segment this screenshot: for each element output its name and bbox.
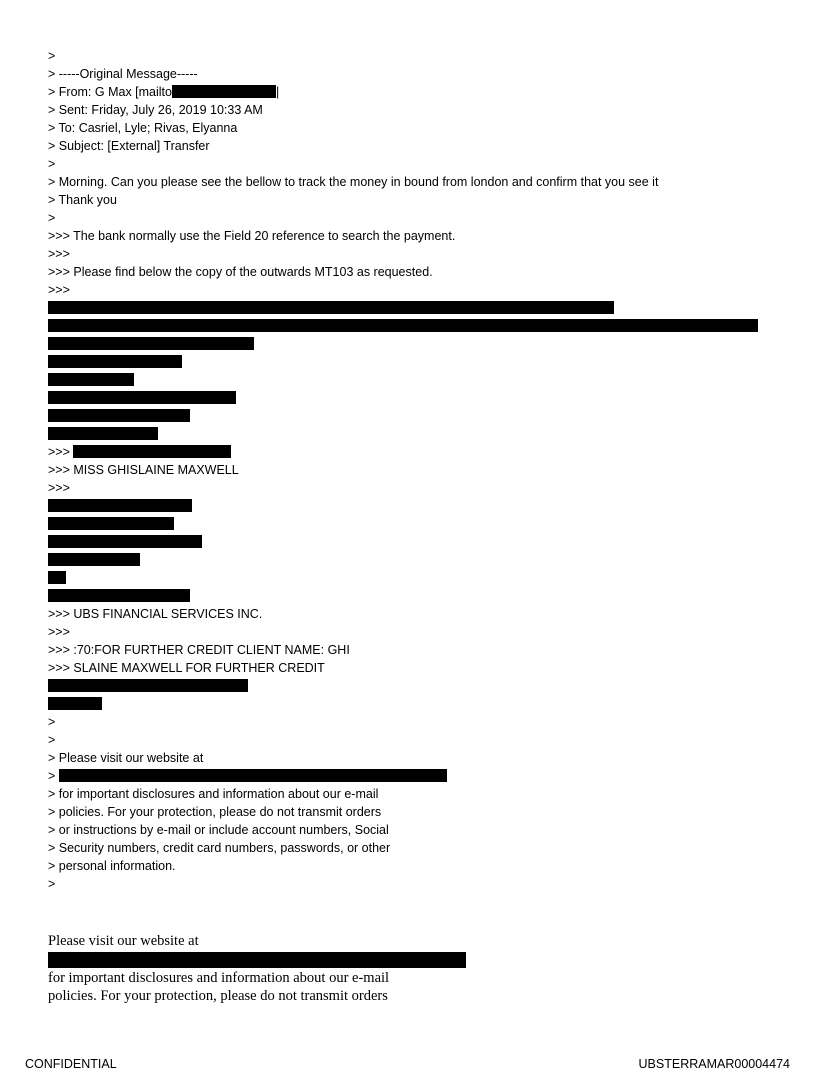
redacted-line xyxy=(48,497,788,515)
redacted-line xyxy=(48,515,788,533)
quote-line: > xyxy=(48,157,56,171)
quote-line: > xyxy=(48,49,56,63)
disclaimer-line: > Please visit our website at xyxy=(48,751,204,765)
redaction-box xyxy=(48,373,134,386)
redaction-box xyxy=(172,85,276,98)
from-label: > From: G Max [mailto xyxy=(48,85,172,99)
redacted-line xyxy=(48,425,788,443)
sent-line: > Sent: Friday, July 26, 2019 10:33 AM xyxy=(48,103,263,117)
quote-line: >>> xyxy=(48,283,70,297)
disclaimer-line: > policies. For your protection, please do not transmit orders xyxy=(48,805,382,819)
disclaimer-line: > Security numbers, credit card numbers, passwords, or other xyxy=(48,841,391,855)
redaction-box xyxy=(48,553,140,566)
redaction-box xyxy=(48,337,254,350)
redaction-box xyxy=(48,499,192,512)
quote-line: >>> xyxy=(48,481,70,495)
redacted-line xyxy=(48,299,788,317)
redacted-line xyxy=(48,533,788,551)
quote-line: >>> xyxy=(48,247,70,261)
redaction-box xyxy=(48,409,190,422)
redaction-box xyxy=(59,769,447,782)
redacted-line xyxy=(48,677,788,695)
footer-notice-line: for important disclosures and information about our e-mail xyxy=(48,970,390,986)
field-70-line: >>> SLAINE MAXWELL FOR FURTHER CREDIT xyxy=(48,661,325,675)
redaction-box xyxy=(48,319,758,332)
redaction-box xyxy=(48,952,466,968)
redaction-box xyxy=(73,445,231,458)
body-line: >>> The bank normally use the Field 20 reference to search the payment. xyxy=(48,229,456,243)
redacted-line xyxy=(48,569,788,587)
to-line: > To: Casriel, Lyle; Rivas, Elyanna xyxy=(48,121,238,135)
quote-marker: > xyxy=(48,769,56,783)
disclaimer-line: > or instructions by e-mail or include account numbers, Social xyxy=(48,823,389,837)
redacted-line xyxy=(48,353,788,371)
quote-marker: >>> xyxy=(48,445,70,459)
redaction-box xyxy=(48,517,174,530)
redaction-box xyxy=(48,589,190,602)
body-line: > Morning. Can you please see the bellow to track the money in bound from london and confirm that you see it xyxy=(48,175,659,189)
bates-number: UBSTERRAMAR00004474 xyxy=(638,1057,790,1071)
redaction-box xyxy=(48,391,236,404)
disclaimer-line: > for important disclosures and information about our e-mail xyxy=(48,787,379,801)
quote-line: > xyxy=(48,211,56,225)
field-70-line: >>> :70:FOR FURTHER CREDIT CLIENT NAME: GHI xyxy=(48,643,350,657)
website-line xyxy=(48,767,788,785)
footer-notice-line: policies. For your protection, please do not transmit orders xyxy=(48,988,388,1004)
original-message-header: > -----Original Message----- xyxy=(48,67,198,81)
subject-line: > Subject: [External] Transfer xyxy=(48,139,210,153)
redacted-line xyxy=(48,371,788,389)
redaction-box xyxy=(48,355,182,368)
redaction-box xyxy=(48,679,248,692)
quote-line: >>> xyxy=(48,625,70,639)
redacted-line xyxy=(48,335,788,353)
redacted-line xyxy=(48,389,788,407)
beneficiary-name: >>> MISS GHISLAINE MAXWELL xyxy=(48,463,239,477)
quote-line: > xyxy=(48,877,56,891)
footer-notice-line: Please visit our website at xyxy=(48,933,199,949)
quote-line: > xyxy=(48,715,56,729)
footer-notice xyxy=(48,932,648,1005)
from-close: | xyxy=(275,85,280,99)
redaction-box xyxy=(48,571,66,584)
redaction-box xyxy=(48,535,202,548)
email-body xyxy=(48,47,788,893)
redacted-line xyxy=(48,407,788,425)
redacted-line xyxy=(48,695,788,713)
body-line: >>> Please find below the copy of the outwards MT103 as requested. xyxy=(48,265,433,279)
redaction-box xyxy=(48,697,102,710)
redaction-box xyxy=(48,301,614,314)
redaction-box xyxy=(48,427,158,440)
quote-line xyxy=(48,443,788,461)
body-line: > Thank you xyxy=(48,193,117,207)
from-line xyxy=(48,83,788,101)
redacted-line xyxy=(48,551,788,569)
confidential-label: CONFIDENTIAL xyxy=(25,1057,117,1071)
redacted-line xyxy=(48,317,788,335)
redacted-line xyxy=(48,587,788,605)
quote-line: > xyxy=(48,733,56,747)
bank-name: >>> UBS FINANCIAL SERVICES INC. xyxy=(48,607,263,621)
disclaimer-line: > personal information. xyxy=(48,859,176,873)
